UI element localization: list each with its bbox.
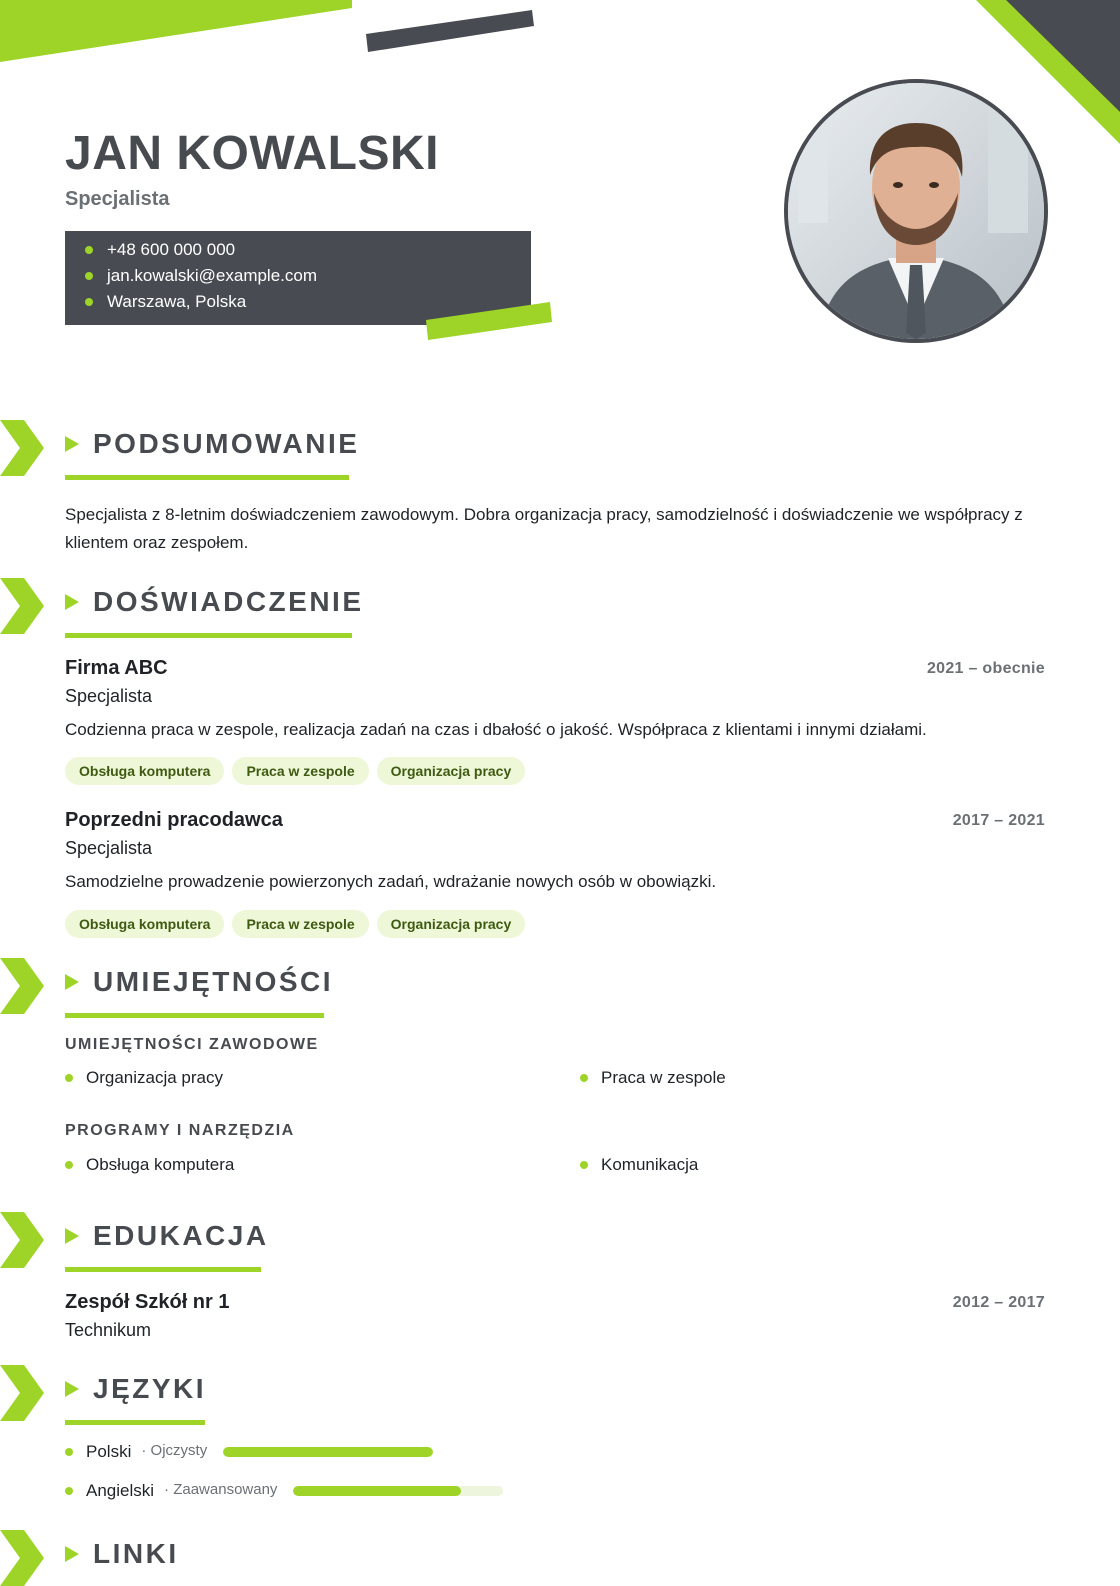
- bullet-icon: [580, 1074, 588, 1082]
- language-item: [65, 1481, 503, 1501]
- triangle-icon: [65, 974, 79, 990]
- tag: Praca w zespole: [232, 757, 368, 785]
- job-tags: [65, 910, 525, 938]
- top-left-accent-shape: [0, 0, 360, 64]
- job-dates: 2017 – 2021: [952, 812, 1045, 829]
- job-description: Samodzielne prowadzenie powierzonych zadań, wdrażanie nowych osób w obowiązki.: [65, 872, 717, 891]
- section-skills-heading: [65, 966, 333, 998]
- skills-group-title: UMIEJĘTNOŚCI ZAWODOWE: [65, 1036, 319, 1053]
- bullet-icon: [65, 1448, 73, 1456]
- skill-label: Komunikacja: [601, 1155, 699, 1174]
- skill-label: Praca w zespole: [601, 1068, 726, 1087]
- section-chevron-icon: [0, 1212, 44, 1268]
- email-text: jan.kowalski@example.com: [107, 266, 318, 285]
- phone-text: +48 600 000 000: [107, 240, 236, 259]
- language-name: Polski: [86, 1442, 132, 1461]
- section-title: DOŚWIADCZENIE: [93, 586, 364, 617]
- bullet-icon: [65, 1074, 73, 1082]
- education-dates: 2012 – 2017: [952, 1294, 1045, 1311]
- section-education-heading: [65, 1220, 269, 1252]
- language-proficiency-fill: [223, 1447, 433, 1457]
- skill-label: Organizacja pracy: [86, 1068, 224, 1087]
- section-chevron-icon: [0, 1530, 44, 1586]
- contact-phone: [85, 237, 531, 263]
- tag: Obsługa komputera: [65, 757, 224, 785]
- language-proficiency-bar: [223, 1447, 433, 1457]
- section-languages-heading: [65, 1373, 206, 1405]
- skill-item: [65, 1068, 223, 1088]
- tag: Obsługa komputera: [65, 910, 224, 938]
- bullet-icon: [580, 1161, 588, 1169]
- job-description: Codzienna praca w zespole, realizacja zadań na czas i dbałość o jakość. Współpraca z klientami i innymi działami.: [65, 720, 927, 739]
- triangle-icon: [65, 1228, 79, 1244]
- section-title: UMIEJĘTNOŚCI: [93, 966, 334, 997]
- section-summary-heading: [65, 428, 359, 460]
- profile-photo: [784, 79, 1048, 343]
- section-underline: [65, 475, 349, 480]
- skill-item: [580, 1068, 726, 1088]
- tag: Organizacja pracy: [377, 757, 526, 785]
- bullet-icon: [85, 246, 93, 254]
- bullet-icon: [85, 272, 93, 280]
- language-proficiency-fill: [293, 1486, 461, 1496]
- tag: Organizacja pracy: [377, 910, 526, 938]
- bullet-icon: [65, 1161, 73, 1169]
- job-company: Firma ABC: [65, 657, 168, 679]
- language-name: Angielski: [86, 1481, 155, 1500]
- section-links-heading: [65, 1538, 179, 1570]
- candidate-role: Specjalista: [65, 188, 170, 210]
- section-chevron-icon: [0, 958, 44, 1014]
- triangle-icon: [65, 1546, 79, 1562]
- skill-label: Obsługa komputera: [86, 1155, 235, 1174]
- job-role: Specjalista: [65, 838, 153, 858]
- education-type: Technikum: [65, 1320, 152, 1340]
- section-title: LINKI: [93, 1538, 179, 1569]
- tag: Praca w zespole: [232, 910, 368, 938]
- section-underline: [65, 1013, 324, 1018]
- job-role: Specjalista: [65, 686, 153, 706]
- language-proficiency-bar: [293, 1486, 503, 1496]
- triangle-icon: [65, 1381, 79, 1397]
- language-level: · Ojczysty: [141, 1441, 208, 1459]
- language-level: · Zaawansowany: [164, 1480, 278, 1498]
- section-title: EDUKACJA: [93, 1220, 269, 1251]
- section-title: JĘZYKI: [93, 1373, 207, 1404]
- section-title: PODSUMOWANIE: [93, 428, 360, 459]
- education-school: Zespół Szkół nr 1: [65, 1291, 230, 1313]
- section-underline: [65, 1267, 261, 1272]
- skills-group-title: PROGRAMY I NARZĘDZIA: [65, 1122, 295, 1139]
- contact-accent-stripe: [426, 298, 556, 342]
- job-company: Poprzedni pracodawca: [65, 809, 283, 831]
- candidate-name: JAN KOWALSKI: [65, 127, 440, 180]
- language-item: [65, 1442, 433, 1462]
- section-underline: [65, 633, 352, 638]
- summary-text: Specjalista z 8-letnim doświadczeniem zawodowym. Dobra organizacja pracy, samodzielność i doświadczenie we współpracy z klientem oraz zespołem.: [65, 505, 1023, 552]
- section-chevron-icon: [0, 420, 44, 476]
- portrait-image: [788, 83, 1044, 339]
- bullet-icon: [85, 298, 93, 306]
- job-dates: 2021 – obecnie: [926, 660, 1045, 677]
- contact-email: [85, 263, 531, 289]
- location-text: Warszawa, Polska: [107, 292, 247, 311]
- triangle-icon: [65, 594, 79, 610]
- section-underline: [65, 1420, 205, 1425]
- skill-item: [65, 1155, 234, 1175]
- job-tags: [65, 757, 525, 785]
- section-chevron-icon: [0, 578, 44, 634]
- triangle-icon: [65, 436, 79, 452]
- skill-item: [580, 1155, 698, 1175]
- bullet-icon: [65, 1487, 73, 1495]
- section-chevron-icon: [0, 1365, 44, 1421]
- top-dark-stripe: [364, 6, 538, 56]
- section-experience-heading: [65, 586, 364, 618]
